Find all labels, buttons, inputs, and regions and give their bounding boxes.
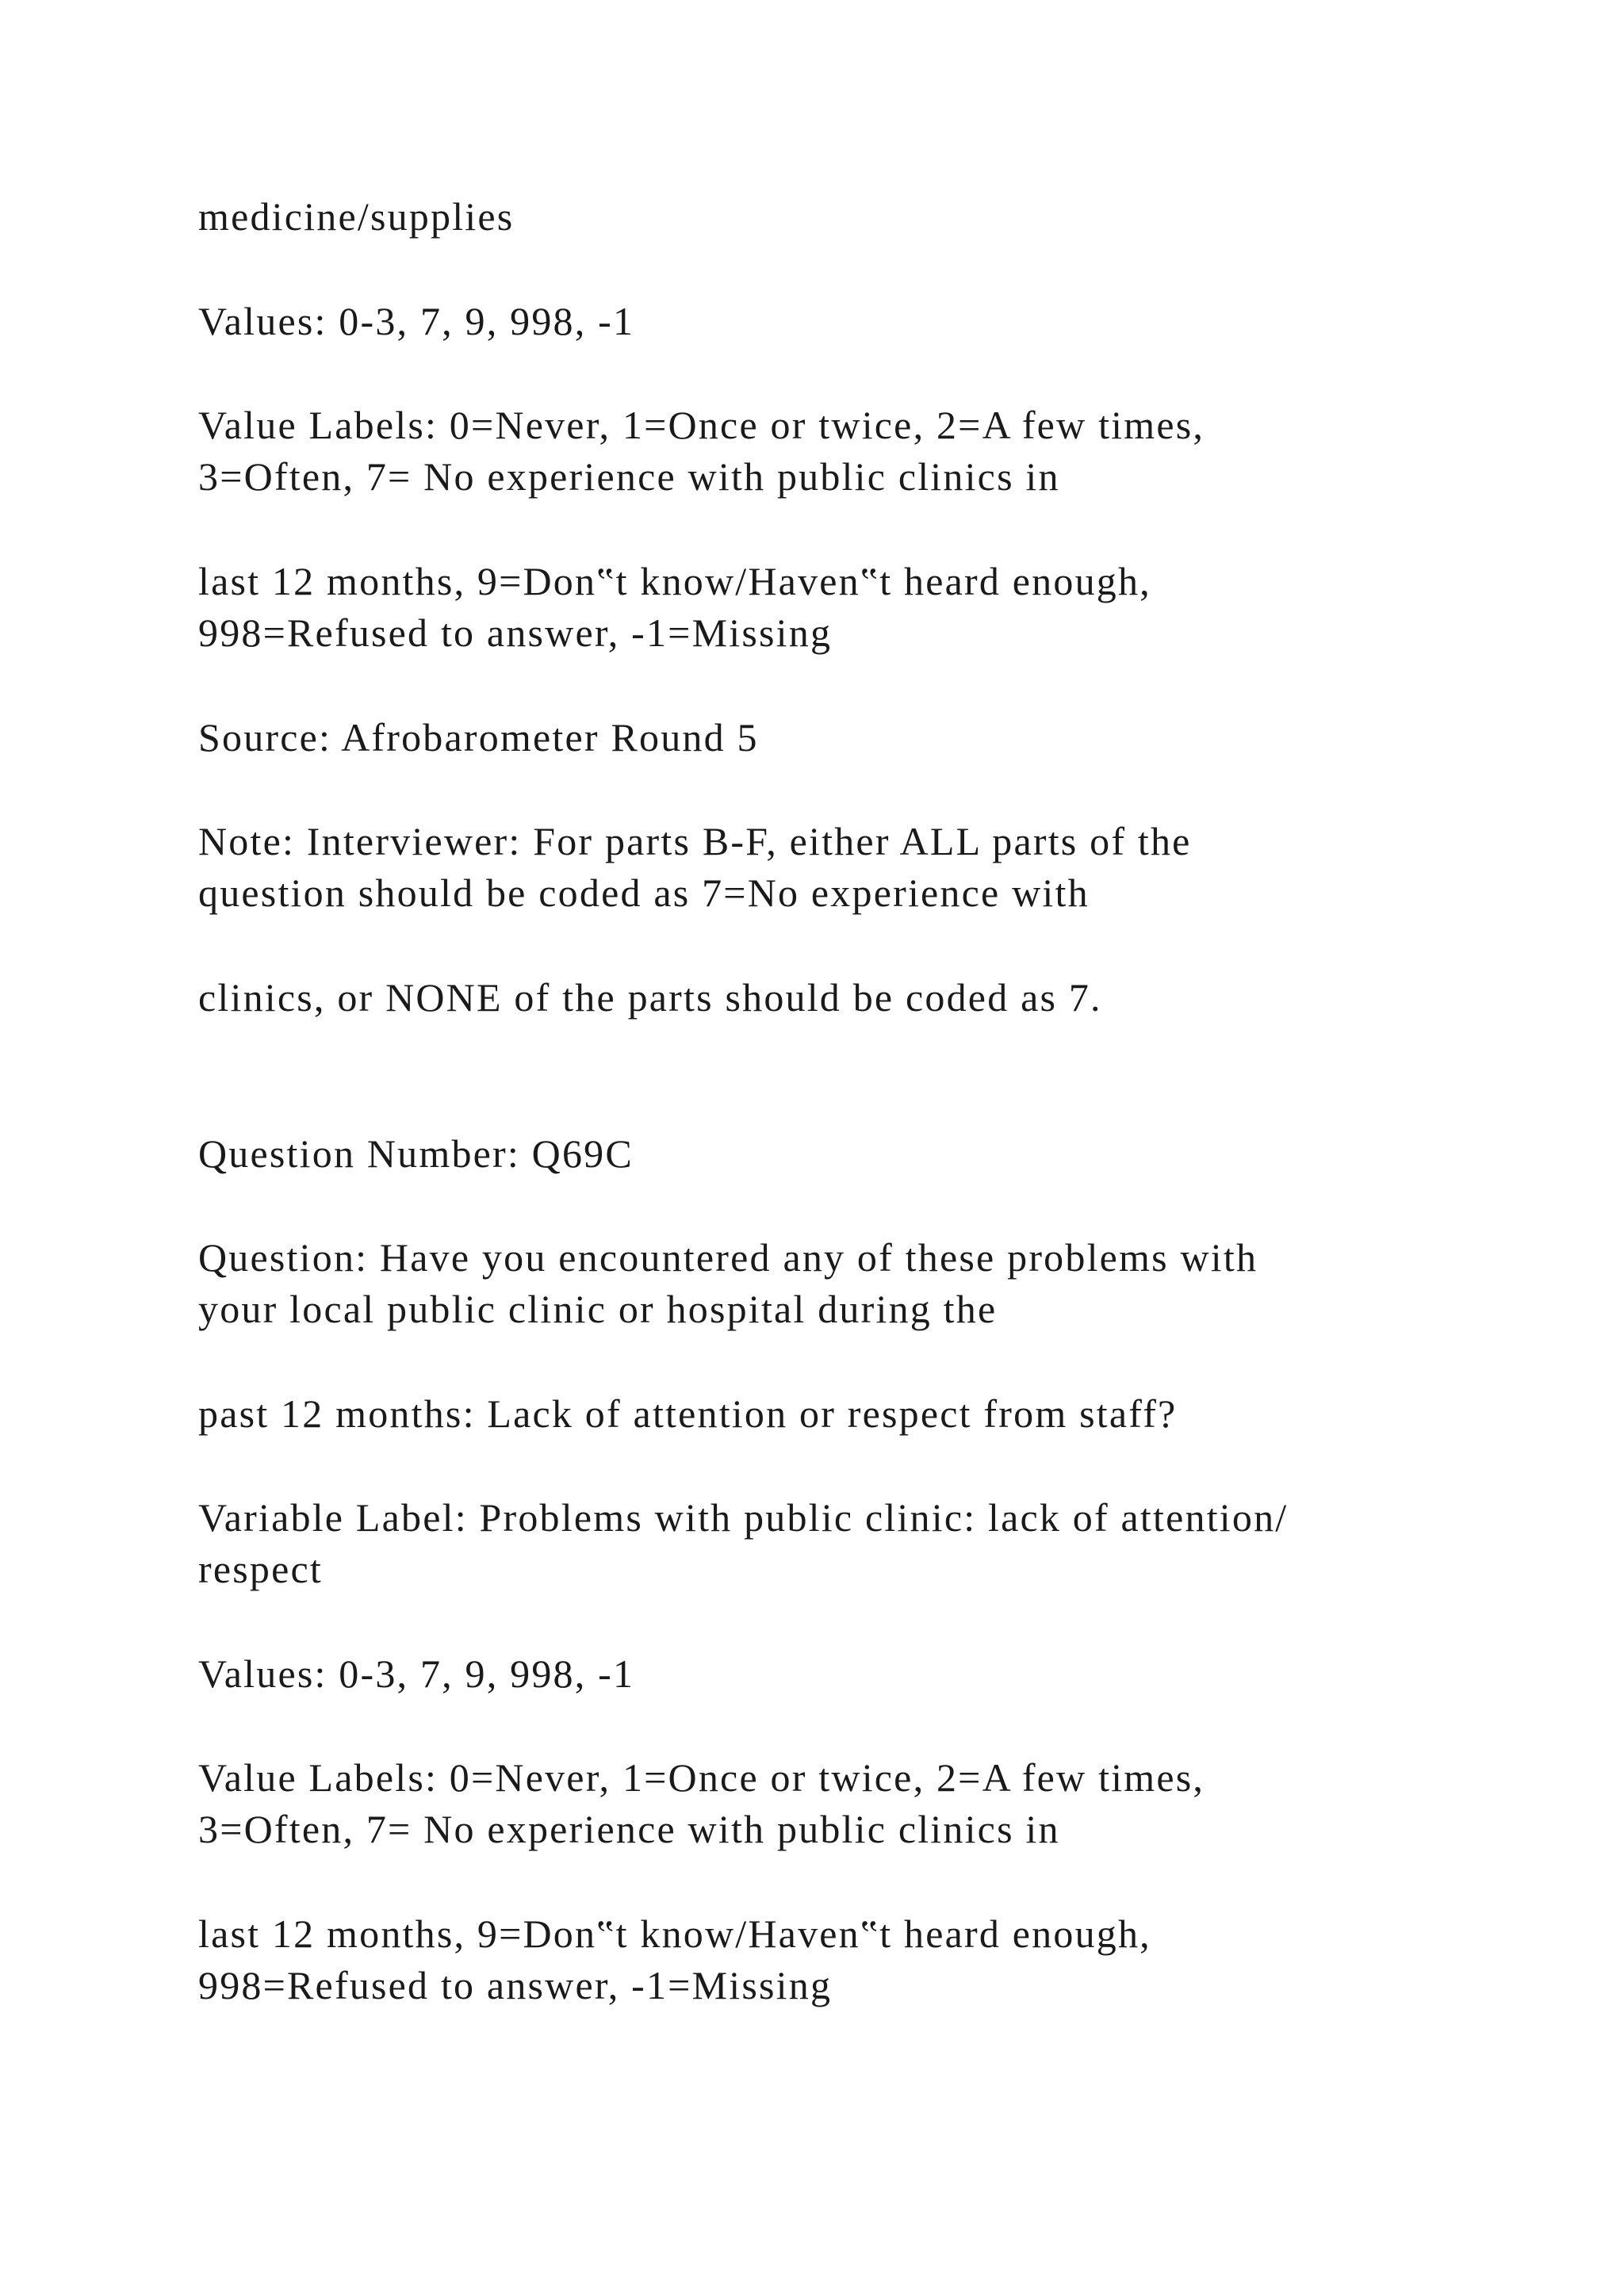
text-line: clinics, or NONE of the parts should be coded as 7.	[198, 975, 1102, 1020]
text-line: Values: 0-3, 7, 9, 998, -1	[198, 299, 635, 343]
text-line: Values: 0-3, 7, 9, 998, -1	[198, 1651, 635, 1696]
text-line: Question: Have you encountered any of these problems with	[198, 1235, 1258, 1280]
text-line: last 12 months, 9=Don‟t know/Haven‟t heard enough,	[198, 559, 1151, 603]
text-line: respect	[198, 1547, 323, 1591]
text-line: 3=Often, 7= No experience with public clinics in	[198, 454, 1060, 499]
text-line: last 12 months, 9=Don‟t know/Haven‟t heard enough,	[198, 1911, 1151, 1956]
text-line: 998=Refused to answer, -1=Missing	[198, 1963, 833, 2007]
text-line: medicine/supplies	[198, 194, 515, 239]
text-line: your local public clinic or hospital during the	[198, 1287, 998, 1331]
text-line: question should be coded as 7=No experience with	[198, 871, 1090, 915]
text-line: past 12 months: Lack of attention or respect from staff?	[198, 1391, 1178, 1436]
text-line: 998=Refused to answer, -1=Missing	[198, 610, 833, 655]
text-line: Question Number: Q69C	[198, 1131, 634, 1176]
text-line: Value Labels: 0=Never, 1=Once or twice, 2=A few times,	[198, 1755, 1205, 1800]
text-line: Variable Label: Problems with public clinic: lack of attention/	[198, 1495, 1289, 1540]
text-line: Source: Afrobarometer Round 5	[198, 715, 759, 760]
text-line: Value Labels: 0=Never, 1=Once or twice, 2=A few times,	[198, 403, 1205, 447]
text-line: Note: Interviewer: For parts B-F, either ALL parts of the	[198, 819, 1192, 863]
text-line: 3=Often, 7= No experience with public clinics in	[198, 1807, 1060, 1851]
